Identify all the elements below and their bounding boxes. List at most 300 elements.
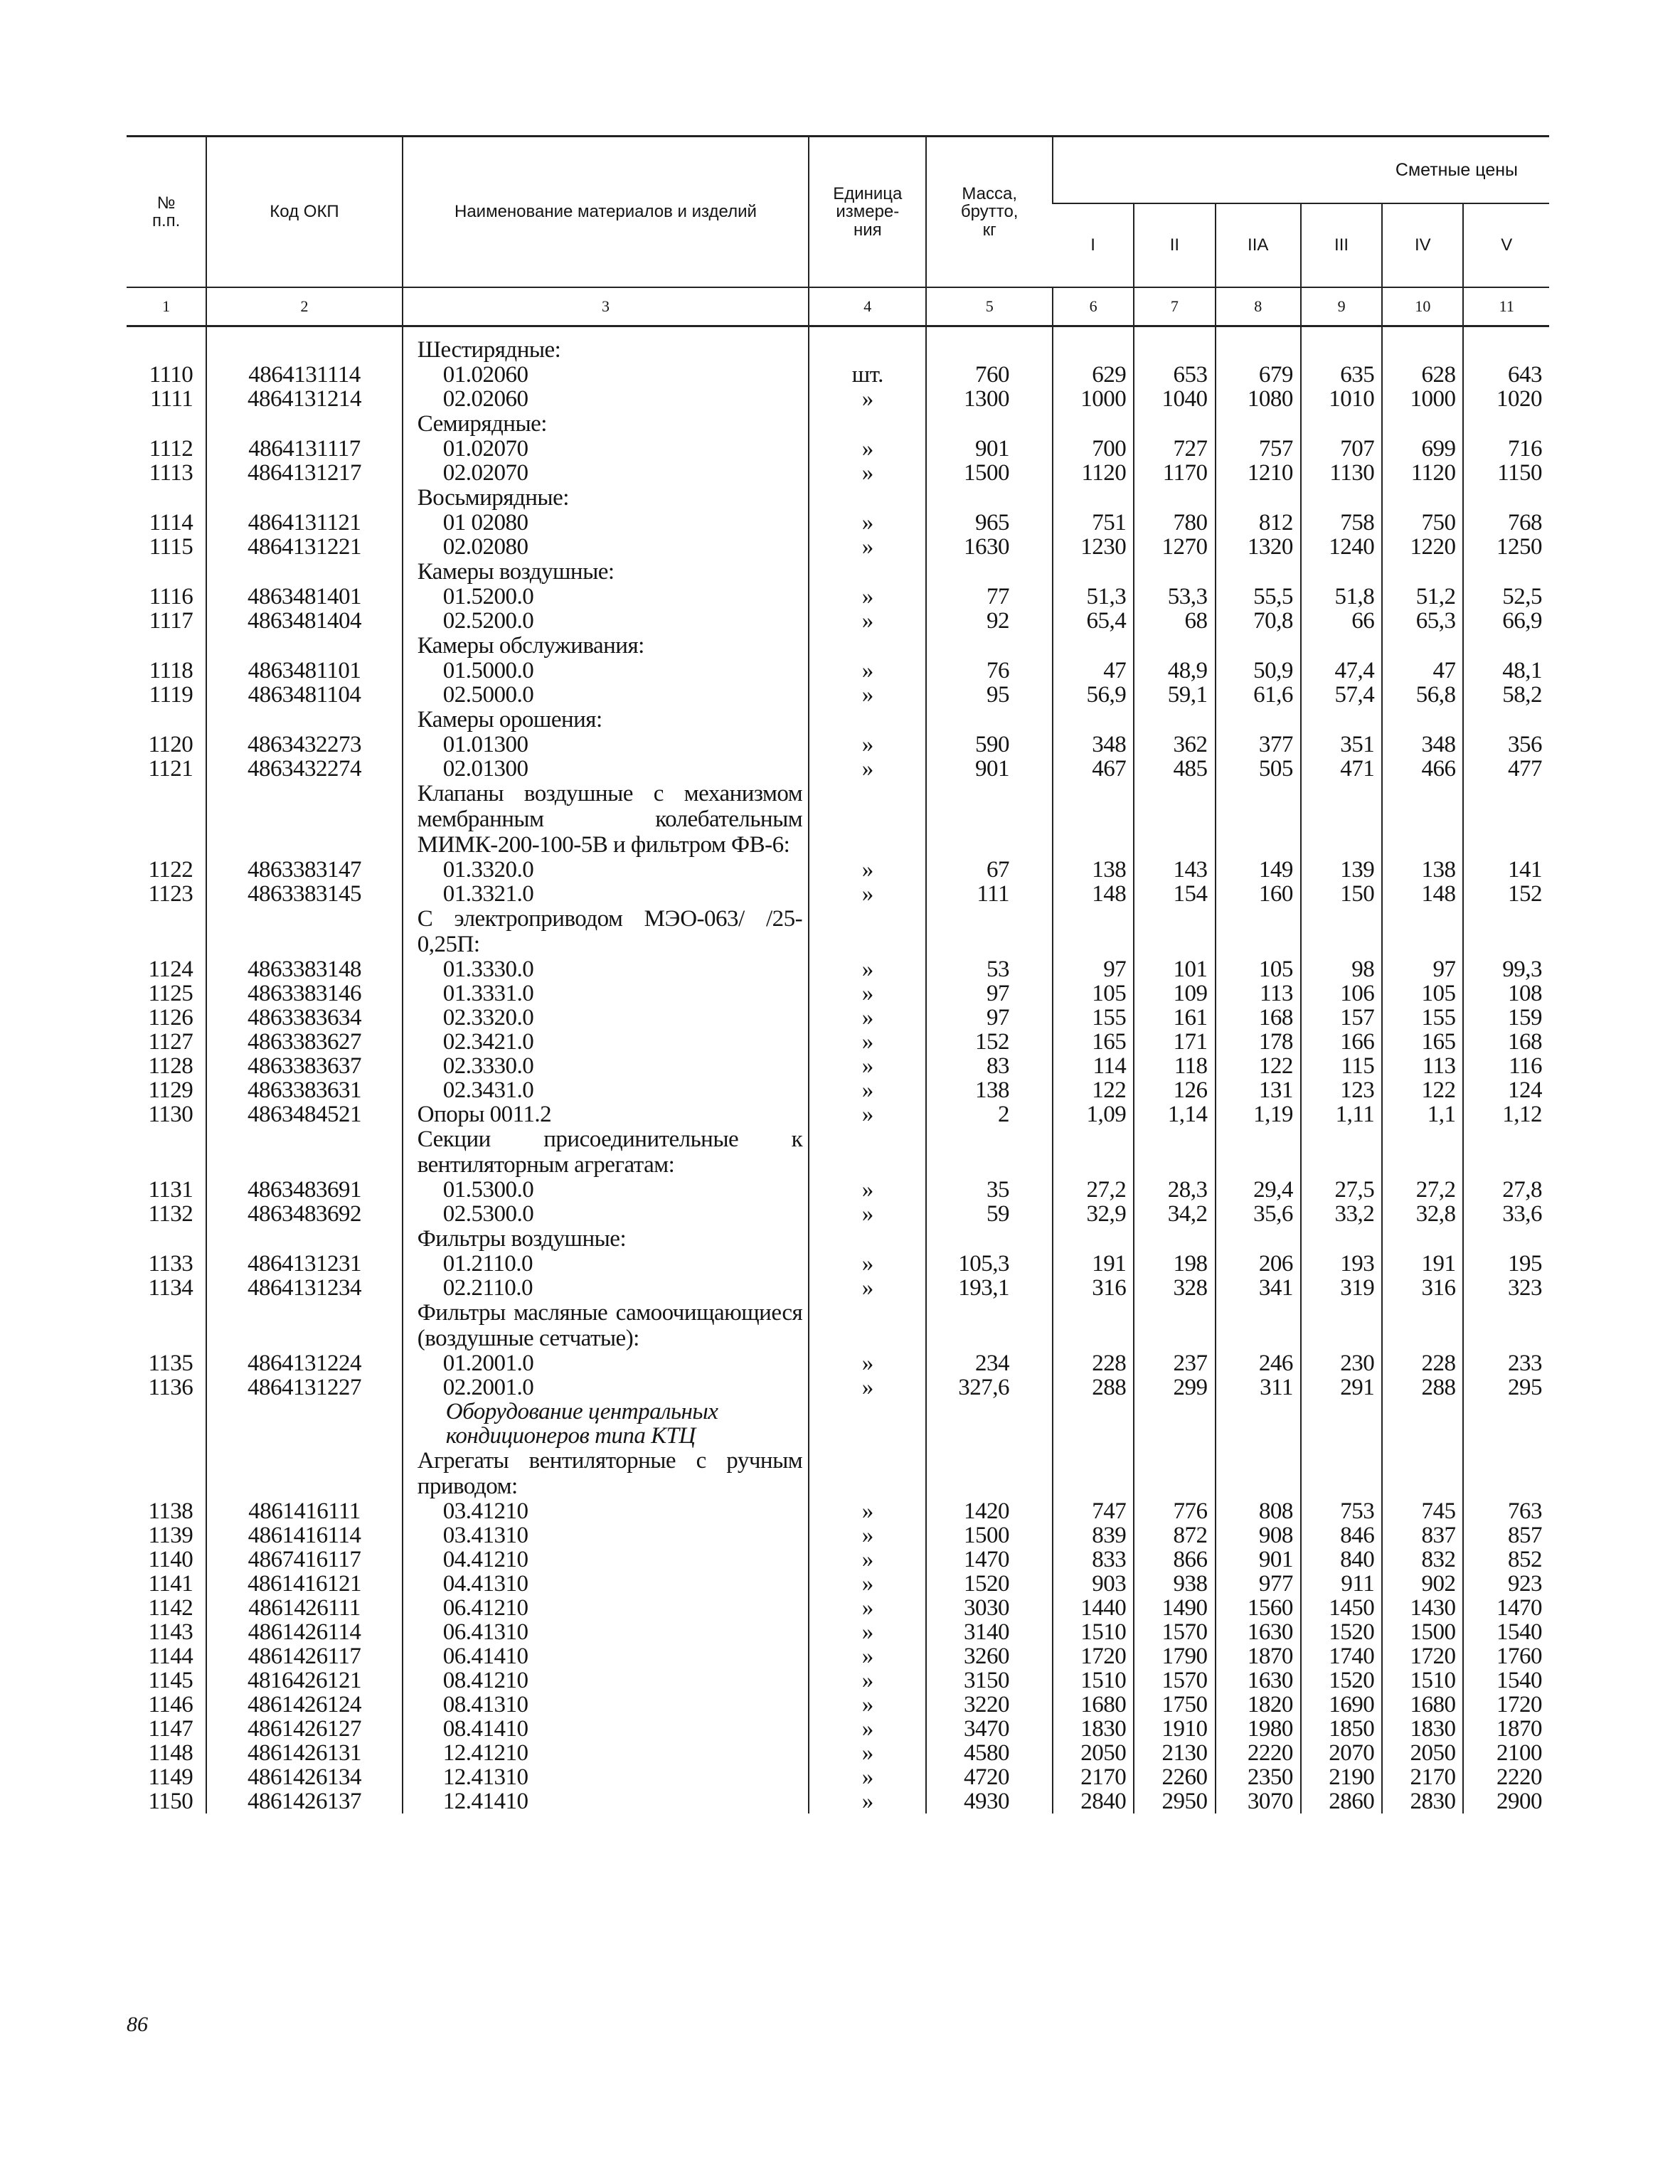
gross-mass: 2 (926, 1102, 1053, 1126)
unit: » (809, 757, 926, 781)
gross-mass: 901 (926, 437, 1053, 461)
item-name: 01.5200.0 (403, 585, 809, 609)
price-zone-5: 1500 (1382, 1620, 1463, 1644)
price-zone-2: 2260 (1134, 1765, 1215, 1789)
price-zone-4: 123 (1301, 1078, 1382, 1102)
empty-cell (127, 485, 206, 511)
section-heading: Фильтры масляные самоочищающиеся (воздушные сетчатые): (403, 1300, 809, 1351)
price-zone-2: 872 (1134, 1523, 1215, 1548)
gross-mass: 1300 (926, 387, 1053, 411)
unit: » (809, 1375, 926, 1400)
empty-cell (1134, 1226, 1215, 1252)
empty-cell (127, 906, 206, 957)
price-zone-3: 131 (1216, 1078, 1301, 1102)
page-number: 86 (127, 2013, 148, 2036)
row-number: 1122 (148, 857, 193, 883)
row-number: 1119 (149, 682, 193, 708)
table-row (127, 1548, 1549, 1572)
price-zone-3: 2350 (1216, 1765, 1301, 1789)
item-name: 01.3330.0 (403, 957, 809, 981)
price-zone-6: 477 (1463, 757, 1549, 781)
table-row (127, 585, 1549, 609)
okp-code: 4863483692 (206, 1202, 403, 1226)
unit: » (809, 609, 926, 633)
item-name: 06.41210 (403, 1596, 809, 1620)
price-zone-5: 148 (1382, 882, 1463, 906)
header-zone-5: IV (1382, 203, 1463, 287)
price-zone-6: 116 (1463, 1054, 1549, 1078)
section-heading: Камеры обслуживания: (403, 633, 809, 659)
okp-code: 4863432273 (206, 733, 403, 757)
empty-cell (1216, 1400, 1301, 1448)
price-zone-3: 1,19 (1216, 1102, 1301, 1126)
price-zone-5: 113 (1382, 1054, 1463, 1078)
table-row (127, 387, 1549, 411)
gross-mass: 1500 (926, 461, 1053, 485)
price-zone-6: 2900 (1463, 1789, 1549, 1813)
row-number: 1120 (148, 732, 193, 757)
empty-cell (926, 1400, 1053, 1448)
price-zone-2: 1570 (1134, 1620, 1215, 1644)
price-zone-1: 833 (1053, 1548, 1134, 1572)
price-zone-2: 101 (1134, 957, 1215, 981)
price-zone-2: 237 (1134, 1351, 1215, 1375)
empty-cell (926, 411, 1053, 437)
price-zone-4: 2860 (1301, 1789, 1382, 1813)
empty-cell (1134, 633, 1215, 659)
section-heading-row (127, 559, 1549, 585)
item-name: 02.01300 (403, 757, 809, 781)
unit: » (809, 659, 926, 683)
price-zone-6: 1150 (1463, 461, 1549, 485)
empty-cell (1463, 781, 1549, 858)
unit: » (809, 1006, 926, 1030)
price-zone-2: 109 (1134, 981, 1215, 1006)
gross-mass: 77 (926, 585, 1053, 609)
price-zone-6: 857 (1463, 1523, 1549, 1548)
table-row (127, 858, 1549, 882)
price-zone-3: 1870 (1216, 1644, 1301, 1668)
okp-code: 4864131121 (206, 511, 403, 535)
price-zone-3: 122 (1216, 1054, 1301, 1078)
price-zone-2: 653 (1134, 363, 1215, 387)
empty-cell (127, 781, 206, 858)
item-name: 02.3431.0 (403, 1078, 809, 1102)
price-zone-3: 105 (1216, 957, 1301, 981)
price-zone-6: 1470 (1463, 1596, 1549, 1620)
unit: » (809, 1054, 926, 1078)
row-number: 1145 (148, 1668, 193, 1693)
table-row (127, 511, 1549, 535)
okp-code: 4861426127 (206, 1717, 403, 1741)
empty-cell (1463, 337, 1549, 363)
price-zone-4: 33,2 (1301, 1202, 1382, 1226)
price-zone-6: 66,9 (1463, 609, 1549, 633)
price-zone-5: 65,3 (1382, 609, 1463, 633)
empty-cell (926, 1226, 1053, 1252)
table-row (127, 1375, 1549, 1400)
price-zone-3: 246 (1216, 1351, 1301, 1375)
price-zone-3: 1980 (1216, 1717, 1301, 1741)
price-zone-1: 56,9 (1053, 683, 1134, 707)
table-row (127, 609, 1549, 633)
price-zone-5: 32,8 (1382, 1202, 1463, 1226)
empty-cell (127, 411, 206, 437)
empty-cell (1216, 781, 1301, 858)
header-column-number: 1 (127, 287, 206, 326)
table-row (127, 1523, 1549, 1548)
item-name: 02.3320.0 (403, 1006, 809, 1030)
empty-cell (926, 485, 1053, 511)
price-zone-2: 198 (1134, 1252, 1215, 1276)
price-zone-1: 65,4 (1053, 609, 1134, 633)
price-zone-4: 27,5 (1301, 1178, 1382, 1202)
price-zone-3: 2220 (1216, 1741, 1301, 1765)
empty-cell (1301, 906, 1382, 957)
price-zone-6: 1540 (1463, 1620, 1549, 1644)
price-zone-1: 27,2 (1053, 1178, 1134, 1202)
okp-code: 4861416114 (206, 1523, 403, 1548)
price-zone-5: 1,1 (1382, 1102, 1463, 1126)
okp-code: 4861426114 (206, 1620, 403, 1644)
empty-cell (926, 906, 1053, 957)
price-zone-3: 70,8 (1216, 609, 1301, 633)
price-zone-4: 471 (1301, 757, 1382, 781)
price-zone-1: 2170 (1053, 1765, 1134, 1789)
empty-cell (127, 633, 206, 659)
price-zone-5: 348 (1382, 733, 1463, 757)
price-zone-3: 808 (1216, 1499, 1301, 1523)
row-number: 1132 (148, 1201, 193, 1227)
unit: » (809, 1499, 926, 1523)
okp-code: 4863483691 (206, 1178, 403, 1202)
price-zone-1: 1680 (1053, 1693, 1134, 1717)
empty-cell (206, 559, 403, 585)
price-zone-1: 467 (1053, 757, 1134, 781)
price-zone-3: 168 (1216, 1006, 1301, 1030)
price-zone-4: 2070 (1301, 1741, 1382, 1765)
unit: » (809, 1765, 926, 1789)
price-zone-3: 50,9 (1216, 659, 1301, 683)
price-zone-2: 2950 (1134, 1789, 1215, 1813)
price-zone-5: 2830 (1382, 1789, 1463, 1813)
price-zone-5: 1000 (1382, 387, 1463, 411)
price-zone-4: 139 (1301, 858, 1382, 882)
price-zone-2: 171 (1134, 1030, 1215, 1054)
gross-mass: 4720 (926, 1765, 1053, 1789)
price-zone-4: 1450 (1301, 1596, 1382, 1620)
price-zone-1: 138 (1053, 858, 1134, 882)
price-zone-6: 2100 (1463, 1741, 1549, 1765)
item-name: 01.2110.0 (403, 1252, 809, 1276)
row-number: 1129 (148, 1077, 193, 1103)
empty-cell (1053, 337, 1134, 363)
price-zone-5: 1720 (1382, 1644, 1463, 1668)
item-name: 01.5000.0 (403, 659, 809, 683)
header-okp-code: Код ОКП (206, 137, 403, 288)
gross-mass: 105,3 (926, 1252, 1053, 1276)
price-zone-3: 977 (1216, 1572, 1301, 1596)
gross-mass: 590 (926, 733, 1053, 757)
empty-cell (1216, 707, 1301, 733)
table-body (127, 326, 1549, 1814)
empty-cell (1463, 1448, 1549, 1499)
table-row (127, 957, 1549, 981)
price-zone-3: 1560 (1216, 1596, 1301, 1620)
price-zone-3: 505 (1216, 757, 1301, 781)
row-number: 1126 (148, 1005, 193, 1030)
price-zone-2: 727 (1134, 437, 1215, 461)
empty-cell (1382, 1226, 1463, 1252)
header-column-number: 8 (1216, 287, 1301, 326)
table-row (127, 1078, 1549, 1102)
unit: шт. (809, 363, 926, 387)
empty-cell (1053, 1448, 1134, 1499)
table-row (127, 683, 1549, 707)
section-heading-row (127, 1126, 1549, 1178)
spacer-cell (1134, 326, 1215, 338)
okp-code: 4861426131 (206, 1741, 403, 1765)
okp-code: 4863383146 (206, 981, 403, 1006)
okp-code: 4861426124 (206, 1693, 403, 1717)
price-zone-4: 193 (1301, 1252, 1382, 1276)
empty-cell (1463, 485, 1549, 511)
empty-cell (206, 1126, 403, 1178)
price-zone-6: 58,2 (1463, 683, 1549, 707)
empty-cell (1134, 559, 1215, 585)
okp-code: 4864131217 (206, 461, 403, 485)
price-zone-4: 2190 (1301, 1765, 1382, 1789)
okp-code: 4863481101 (206, 659, 403, 683)
gross-mass: 152 (926, 1030, 1053, 1054)
price-zone-1: 165 (1053, 1030, 1134, 1054)
gross-mass: 3140 (926, 1620, 1053, 1644)
unit: » (809, 387, 926, 411)
price-zone-5: 750 (1382, 511, 1463, 535)
section-heading: Секции присоединительные к вентиляторным агрегатам: (403, 1126, 809, 1178)
empty-cell (926, 707, 1053, 733)
price-zone-5: 837 (1382, 1523, 1463, 1548)
price-zone-3: 341 (1216, 1276, 1301, 1300)
price-zone-6: 141 (1463, 858, 1549, 882)
table-row (127, 1717, 1549, 1741)
spacer-row (127, 326, 1549, 338)
item-name: 08.41210 (403, 1668, 809, 1693)
price-zone-6: 295 (1463, 1375, 1549, 1400)
empty-cell (926, 559, 1053, 585)
price-zone-6: 1720 (1463, 1693, 1549, 1717)
empty-cell (1053, 633, 1134, 659)
empty-cell (1301, 1226, 1382, 1252)
okp-code: 4863481401 (206, 585, 403, 609)
section-heading: Семирядные: (403, 411, 809, 437)
gross-mass: 3260 (926, 1644, 1053, 1668)
price-zone-2: 143 (1134, 858, 1215, 882)
price-zone-2: 362 (1134, 733, 1215, 757)
empty-cell (1382, 559, 1463, 585)
row-number: 1130 (148, 1102, 193, 1127)
price-zone-1: 47 (1053, 659, 1134, 683)
price-zone-6: 233 (1463, 1351, 1549, 1375)
empty-cell (1134, 1400, 1215, 1448)
gross-mass: 965 (926, 511, 1053, 535)
unit: » (809, 858, 926, 882)
table-row (127, 1054, 1549, 1078)
price-zone-6: 108 (1463, 981, 1549, 1006)
spacer-cell (403, 326, 809, 338)
empty-cell (1301, 411, 1382, 437)
price-zone-2: 28,3 (1134, 1178, 1215, 1202)
row-number: 1112 (149, 436, 193, 462)
item-name: 08.41410 (403, 1717, 809, 1741)
section-heading: Клапаны воздушные с механизмом мембранным колебательным МИМК-200-100-5В и фильтром ФВ-6: (403, 781, 809, 858)
table-row (127, 1741, 1549, 1765)
row-number: 1148 (148, 1740, 193, 1766)
price-zone-1: 2050 (1053, 1741, 1134, 1765)
item-name: 02.2001.0 (403, 1375, 809, 1400)
price-zone-3: 1630 (1216, 1620, 1301, 1644)
price-zone-1: 316 (1053, 1276, 1134, 1300)
spacer-cell (206, 326, 403, 338)
price-zone-5: 2050 (1382, 1741, 1463, 1765)
header-zone-6: V (1463, 203, 1549, 287)
unit: » (809, 1572, 926, 1596)
item-name: 02.3421.0 (403, 1030, 809, 1054)
section-heading-row (127, 1400, 1549, 1448)
okp-code: 4861426111 (206, 1596, 403, 1620)
empty-cell (1216, 1300, 1301, 1351)
gross-mass: 1630 (926, 535, 1053, 559)
empty-cell (1216, 559, 1301, 585)
price-zone-1: 1510 (1053, 1620, 1134, 1644)
empty-cell (809, 707, 926, 733)
table-row (127, 1252, 1549, 1276)
price-zone-5: 1680 (1382, 1693, 1463, 1717)
table-row (127, 461, 1549, 485)
price-zone-2: 938 (1134, 1572, 1215, 1596)
unit: » (809, 733, 926, 757)
price-zone-4: 707 (1301, 437, 1382, 461)
item-name: 01 02080 (403, 511, 809, 535)
unit: » (809, 1202, 926, 1226)
empty-cell (127, 337, 206, 363)
price-zone-5: 155 (1382, 1006, 1463, 1030)
gross-mass: 97 (926, 981, 1053, 1006)
price-zone-2: 1570 (1134, 1668, 1215, 1693)
unit: » (809, 1276, 926, 1300)
empty-cell (127, 559, 206, 585)
empty-cell (1053, 906, 1134, 957)
price-zone-6: 323 (1463, 1276, 1549, 1300)
gross-mass: 138 (926, 1078, 1053, 1102)
section-heading: Агрегаты вентиляторные с ручным приводом: (403, 1448, 809, 1499)
empty-cell (1134, 1448, 1215, 1499)
price-zone-4: 1520 (1301, 1620, 1382, 1644)
price-zone-6: 1,12 (1463, 1102, 1549, 1126)
okp-code: 4861426117 (206, 1644, 403, 1668)
price-zone-3: 61,6 (1216, 683, 1301, 707)
row-number: 1123 (148, 881, 193, 907)
empty-cell (1301, 707, 1382, 733)
price-zone-3: 160 (1216, 882, 1301, 906)
empty-cell (1301, 485, 1382, 511)
price-zone-1: 1830 (1053, 1717, 1134, 1741)
price-zone-3: 35,6 (1216, 1202, 1301, 1226)
item-name: Опоры 0011.2 (403, 1102, 809, 1126)
empty-cell (1053, 1400, 1134, 1448)
price-zone-5: 902 (1382, 1572, 1463, 1596)
price-zone-5: 1120 (1382, 461, 1463, 485)
table-row (127, 1572, 1549, 1596)
header-column-number: 2 (206, 287, 403, 326)
header-row-number: № п.п. (127, 137, 206, 288)
gross-mass: 92 (926, 609, 1053, 633)
header-column-number: 7 (1134, 287, 1215, 326)
empty-cell (1216, 485, 1301, 511)
unit: » (809, 1693, 926, 1717)
price-zone-6: 99,3 (1463, 957, 1549, 981)
header-column-number: 9 (1301, 287, 1382, 326)
price-zone-1: 288 (1053, 1375, 1134, 1400)
price-zone-2: 1910 (1134, 1717, 1215, 1741)
price-zone-2: 154 (1134, 882, 1215, 906)
price-zone-6: 1540 (1463, 1668, 1549, 1693)
empty-cell (1134, 411, 1215, 437)
price-zone-1: 747 (1053, 1499, 1134, 1523)
empty-cell (1216, 1448, 1301, 1499)
item-name: 01.02070 (403, 437, 809, 461)
empty-cell (809, 559, 926, 585)
unit: » (809, 1741, 926, 1765)
table-row (127, 1006, 1549, 1030)
empty-cell (206, 633, 403, 659)
empty-cell (926, 633, 1053, 659)
price-zone-4: 47,4 (1301, 659, 1382, 683)
item-name: 06.41410 (403, 1644, 809, 1668)
empty-cell (1301, 559, 1382, 585)
empty-cell (1382, 1400, 1463, 1448)
item-name: 04.41310 (403, 1572, 809, 1596)
empty-cell (1382, 411, 1463, 437)
item-name: 01.3320.0 (403, 858, 809, 882)
price-zone-3: 206 (1216, 1252, 1301, 1276)
price-zone-4: 150 (1301, 882, 1382, 906)
empty-cell (1301, 1448, 1382, 1499)
price-zone-6: 1250 (1463, 535, 1549, 559)
empty-cell (1463, 559, 1549, 585)
row-number: 1113 (149, 460, 193, 486)
empty-cell (1134, 1126, 1215, 1178)
section-heading: Камеры воздушные: (403, 559, 809, 585)
empty-cell (1301, 633, 1382, 659)
unit: » (809, 1078, 926, 1102)
row-number: 1116 (149, 584, 193, 609)
price-zone-1: 1,09 (1053, 1102, 1134, 1126)
empty-cell (206, 1400, 403, 1448)
okp-code: 4861426137 (206, 1789, 403, 1813)
empty-cell (1053, 1300, 1134, 1351)
gross-mass: 3220 (926, 1693, 1053, 1717)
gross-mass: 1500 (926, 1523, 1053, 1548)
gross-mass: 83 (926, 1054, 1053, 1078)
price-zone-6: 852 (1463, 1548, 1549, 1572)
empty-cell (926, 781, 1053, 858)
gross-mass: 111 (926, 882, 1053, 906)
empty-cell (809, 781, 926, 858)
empty-cell (1134, 485, 1215, 511)
okp-code: 4863481104 (206, 683, 403, 707)
gross-mass: 4930 (926, 1789, 1053, 1813)
